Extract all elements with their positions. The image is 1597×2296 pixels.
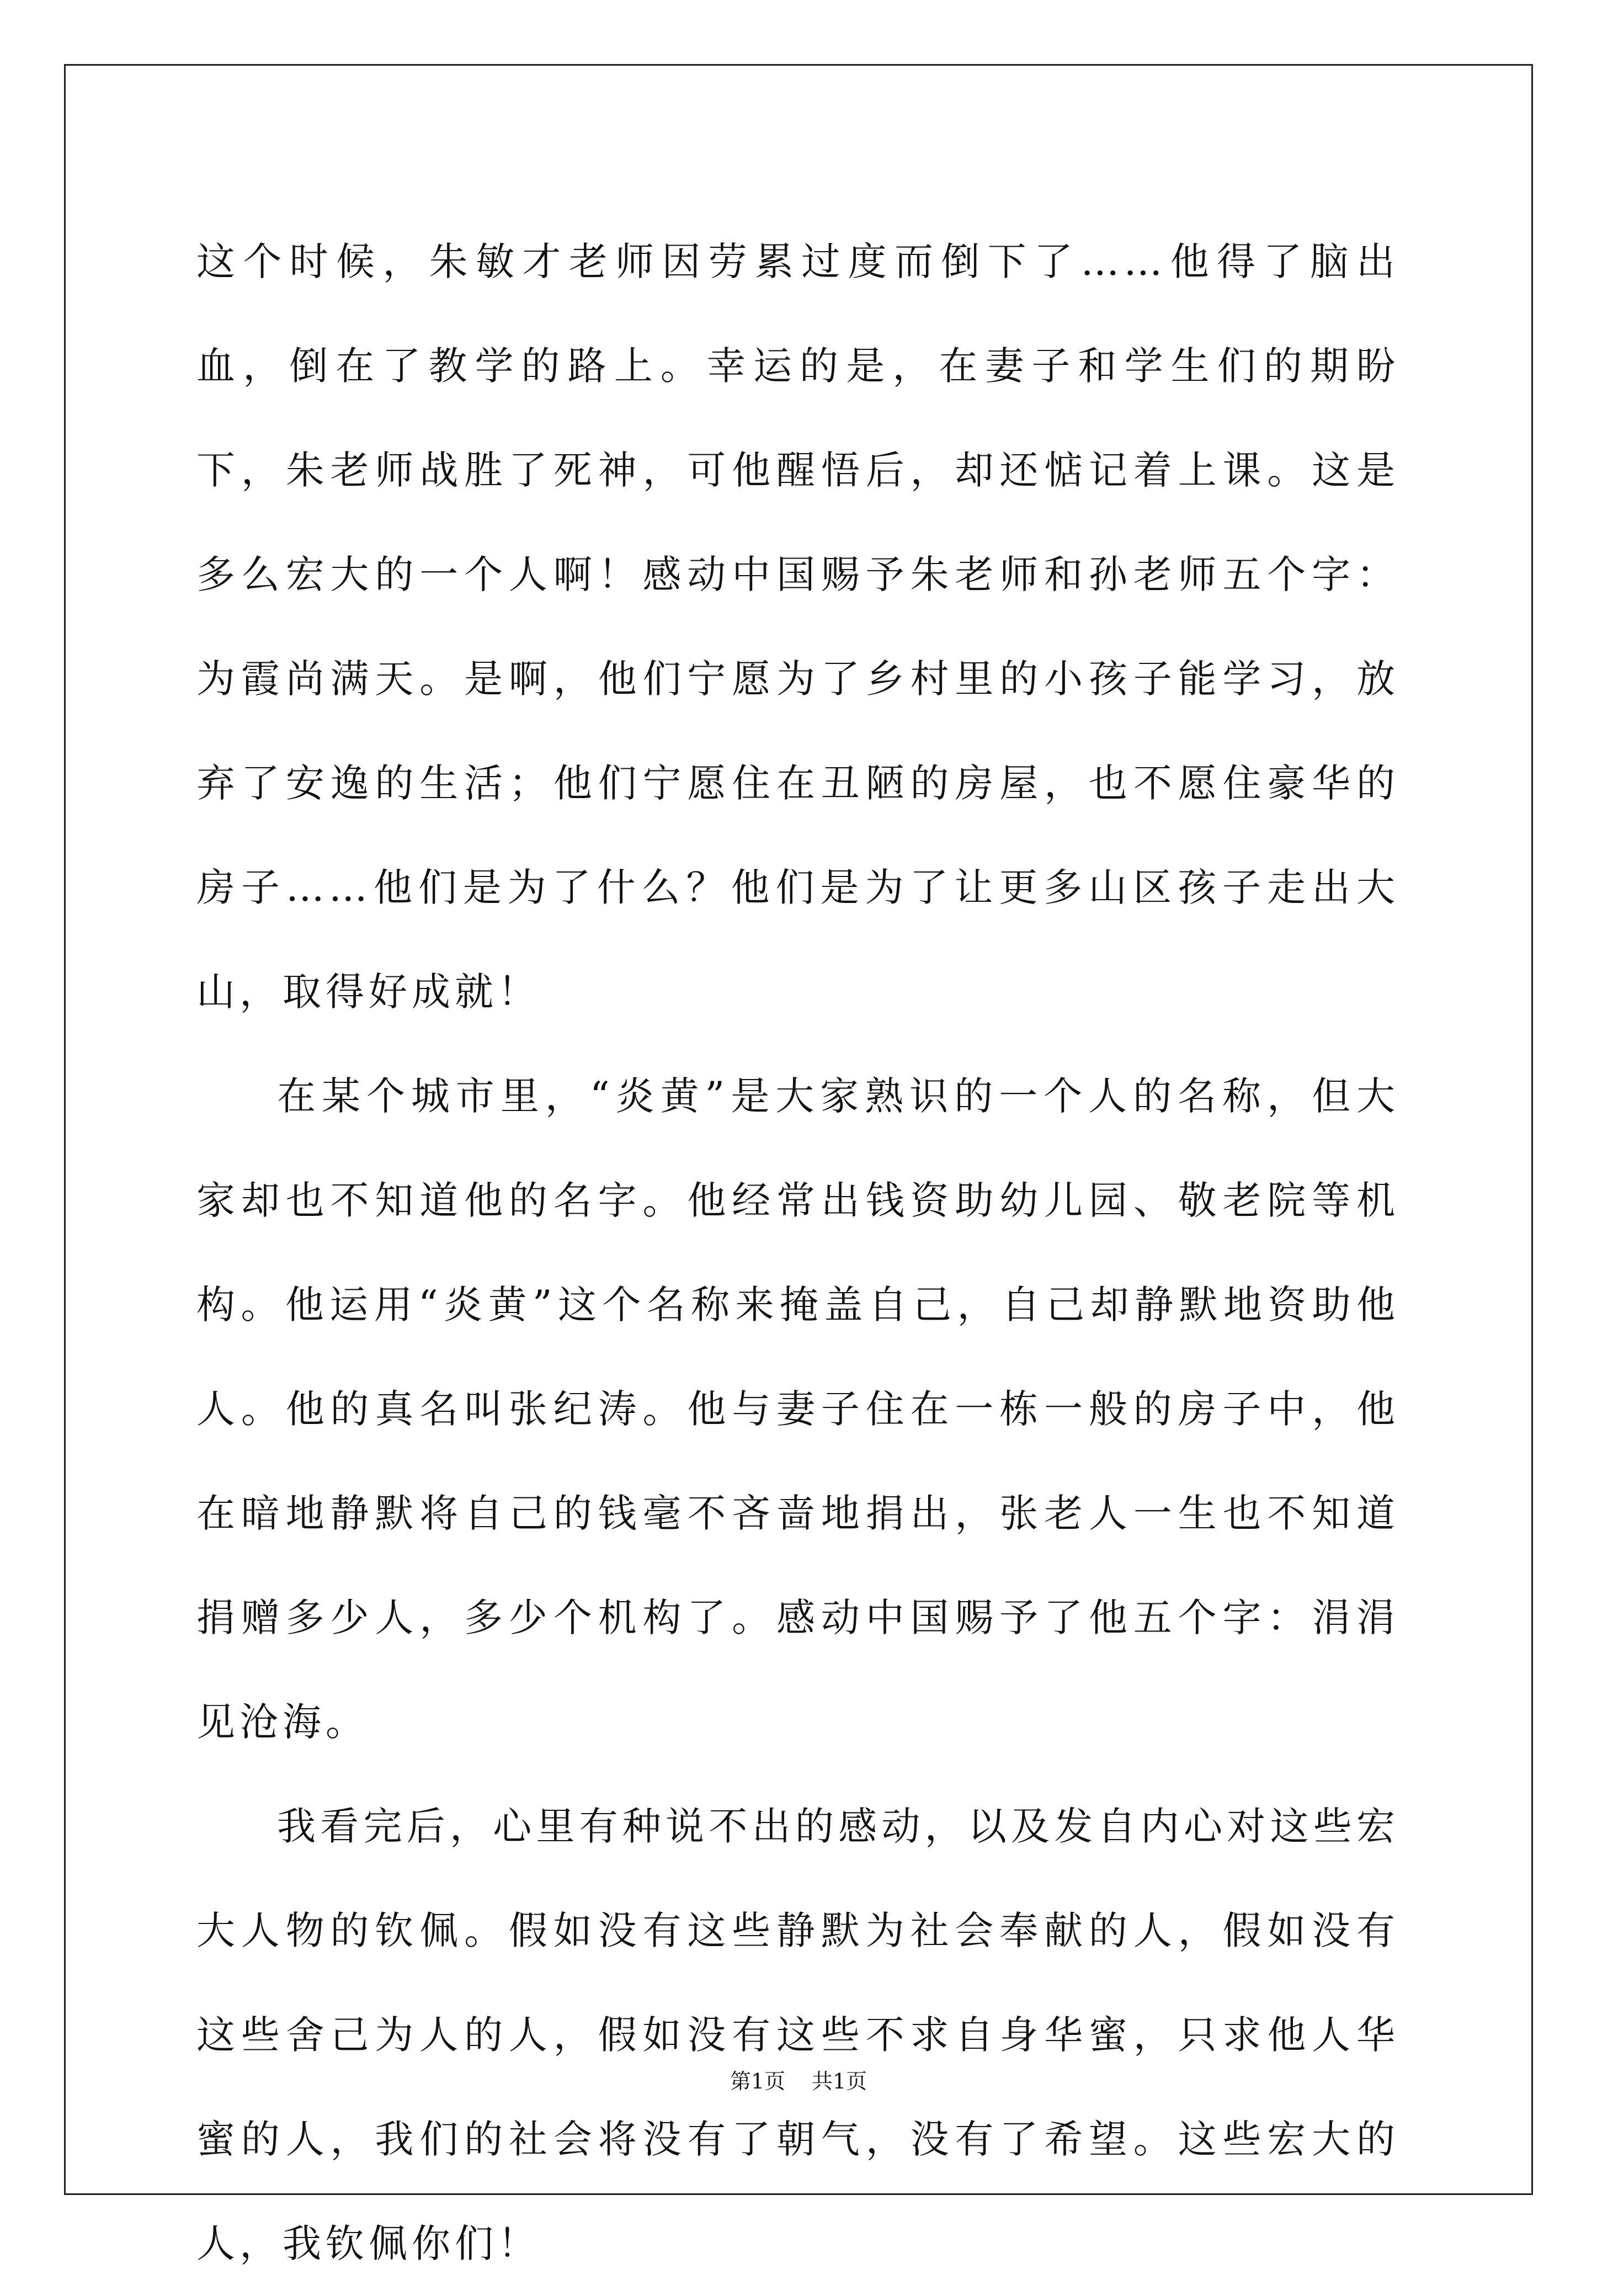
- document-body: [196, 210, 1399, 2296]
- paragraph-3: 我看完后，心里有种说不出的感动，以及发自内心对这些宏大人物的钦佩。假如没有这些静默为社会奉献的人，假如没有这些舍己为人的人，假如没有这些不求自身华蜜，只求他人华蜜的人，我们的社会将没有了朝气，没有了希望。这些宏大的人，我钦佩你们！: [196, 1804, 1399, 2266]
- paragraph-2: 在某个城市里，“炎黄”是大家熟识的一个人的名称，但大家却也不知道他的名字。他经常出钱资助幼儿园、敬老院等机构。他运用“炎黄”这个名称来掩盖自己，自己却静默地资助他人。他的真名叫张纪涛。他与妻子住在一栋一般的房子中，他在暗地静默将自己的钱毫不吝啬地捐出，张老人一生也不知道捐赠多少人，多少个机构了。感动中国赐予了他五个字：涓涓见沧海。: [196, 1073, 1399, 1745]
- page-number-current: 第1页: [730, 2069, 785, 2093]
- paragraph-1: 这个时候，朱敏才老师因劳累过度而倒下了……他得了脑出血，倒在了教学的路上。幸运的是，在妻子和学生们的期盼下，朱老师战胜了死神，可他醒悟后，却还惦记着上课。这是多么宏大的一个人啊！感动中国赐予朱老师和孙老师五个字：为霞尚满天。是啊，他们宁愿为了乡村里的小孩子能学习，放弃了安逸的生活；他们宁愿住在丑陋的房屋，也不愿住豪华的房子……他们是为了什么？他们是为了让更多山区孩子走出大山，取得好成就！: [196, 239, 1399, 1014]
- page-number-total: 共1页: [812, 2069, 867, 2093]
- page-footer: [0, 2064, 1597, 2095]
